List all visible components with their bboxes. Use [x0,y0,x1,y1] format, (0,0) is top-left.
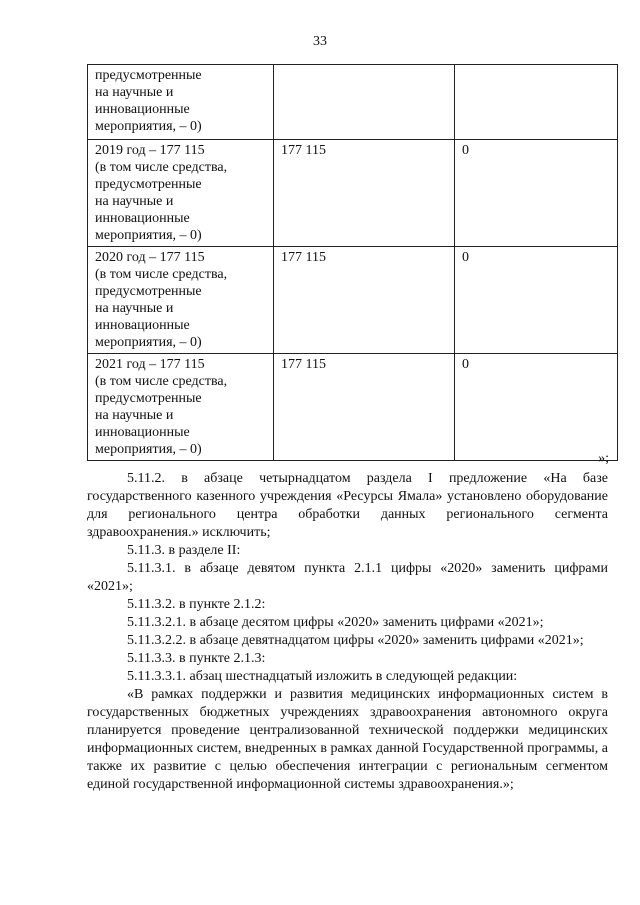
cell-text-line: (в том числе средства, [95,160,228,175]
paragraph: 5.11.3.2.2. в абзаце девятнадцатом цифры «2020» заменить цифрами «2021»; [127,633,584,648]
paragraph: «В рамках поддержки и развития медицинских информационных систем в государственных бюджетных учреждениях здравоохранения автономного округа планируется проведение централизованной технической поддержки медицинских информационных систем, внедренных в рамках данной Государственной программы, а также их развитие с целью обеспечения интеграции с региональным сегментом единой государственной информационной системы здравоохранения.»; [87,687,608,792]
table-row [88,247,618,354]
table-cell-total: 177 115 [274,247,455,354]
table-row [88,65,618,140]
table-cell-period [88,65,274,140]
cell-text-line: предусмотренные [95,391,202,406]
cell-text-line: инновационные [95,318,190,333]
amendment-text [87,470,608,794]
cell-text-line: предусмотренные [95,177,202,192]
table-cell-period [88,247,274,354]
cell-text-line: инновационные [95,211,190,226]
cell-text-line: 2019 год – 177 115 [95,143,205,158]
cell-text-line: мероприятия, – 0) [95,119,202,134]
table-row [88,140,618,247]
cell-text-line: инновационные [95,425,190,440]
cell-text-line: на научные и [95,301,174,316]
cell-text-line: 2020 год – 177 115 [95,250,205,265]
table-cell-period [88,140,274,247]
table-cell-other: 0 [455,354,618,461]
budget-table [87,64,618,461]
paragraph: 5.11.3.3.1. абзац шестнадцатый изложить в следующей редакции: [127,669,518,684]
cell-text-line: предусмотренные [95,284,202,299]
table-row [88,354,618,461]
table-cell-total: 177 115 [274,354,455,461]
paragraph: 5.11.3.2.1. в абзаце десятом цифры «2020» заменить цифрами «2021»; [127,615,544,630]
table-cell-period [88,354,274,461]
cell-text-line: на научные и [95,194,174,209]
table-cell-other: 0 [455,140,618,247]
paragraph: 5.11.2. в абзаце четырнадцатом раздела I предложение «На базе государственного казенного учреждения «Ресурсы Ямала» установлено оборудование для регионального центра обработки данных регионального сегмента здравоохранения.» исключить; [87,471,608,540]
table-cell-other: 0 [455,247,618,354]
cell-text-line: инновационные [95,102,190,117]
cell-text-line: предусмотренные [95,68,202,83]
paragraph: 5.11.3.2. в пункте 2.1.2: [127,597,266,612]
cell-text-line: 2021 год – 177 115 [95,357,205,372]
paragraph: 5.11.3.1. в абзаце девятом пункта 2.1.1 цифры «2020» заменить цифрами «2021»; [87,561,608,594]
table-cell-other [455,65,618,140]
closing-quote: »; [598,451,609,466]
cell-text-line: (в том числе средства, [95,374,228,389]
paragraph: 5.11.3.3. в пункте 2.1.3: [127,651,266,666]
page-number: 33 [313,34,327,49]
cell-text-line: мероприятия, – 0) [95,335,202,350]
table-cell-total: 177 115 [274,140,455,247]
table-cell-total [274,65,455,140]
cell-text-line: мероприятия, – 0) [95,228,202,243]
cell-text-line: на научные и [95,408,174,423]
paragraph: 5.11.3. в разделе II: [127,543,241,558]
cell-text-line: (в том числе средства, [95,267,228,282]
cell-text-line: на научные и [95,85,174,100]
cell-text-line: мероприятия, – 0) [95,442,202,457]
